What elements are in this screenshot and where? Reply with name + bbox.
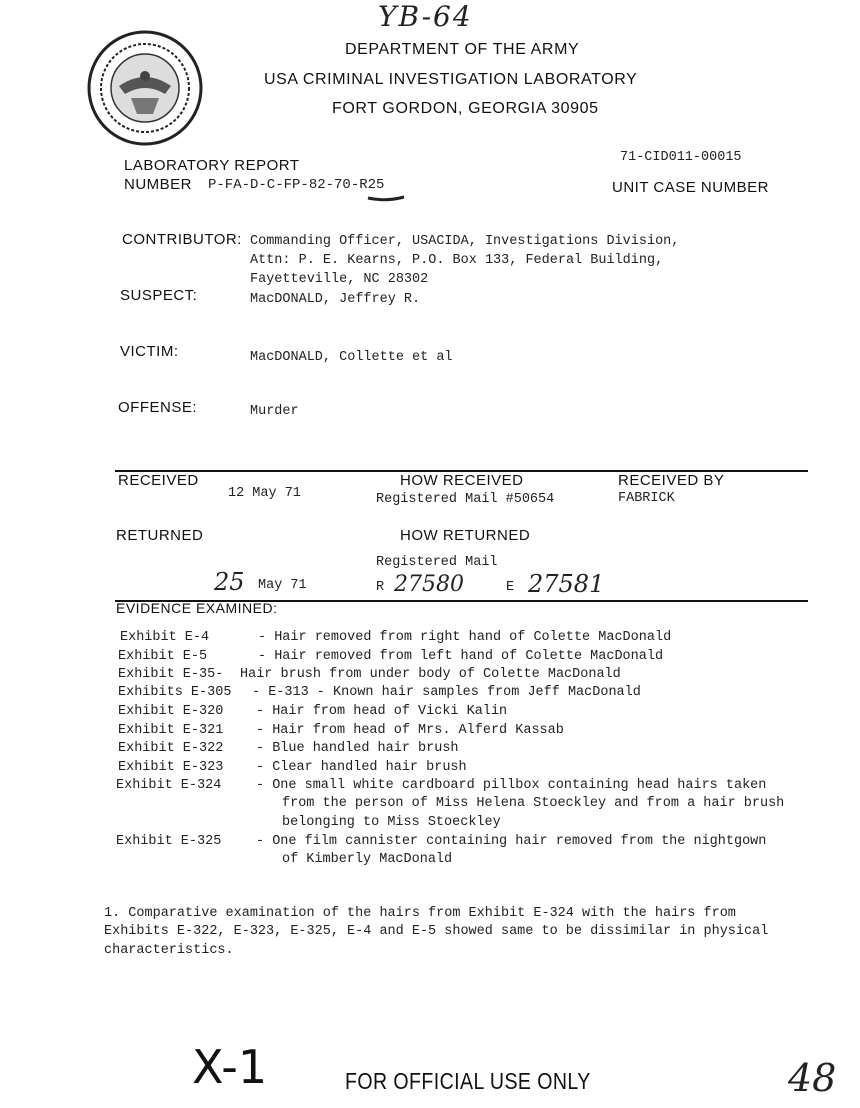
contributor-line-2: Attn: P. E. Kearns, P.O. Box 133, Federal Building, [250, 253, 664, 268]
exhibit-id: Exhibit E-320 [118, 704, 224, 719]
received-by-value: FABRICK [618, 491, 675, 506]
how-returned-label: HOW RETURNED [400, 527, 531, 544]
exhibit-desc: - Hair from head of Vicki Kalin [256, 704, 508, 719]
exhibit-desc-continued: from the person of Miss Helena Stoeckley and from a hair brush [282, 796, 785, 811]
exhibit-desc-continued: of Kimberly MacDonald [282, 852, 453, 867]
exhibit-desc: Hair brush from under body of Colette MacDonald [240, 667, 621, 682]
lab-report-number: P-FA-D-C-FP-82-70-R25 [208, 177, 385, 193]
how-returned-value: Registered Mail [376, 555, 498, 570]
exhibit-desc-continued: belonging to Miss Stoeckley [282, 815, 501, 830]
suspect-label: SUSPECT: [120, 287, 198, 304]
contributor-line-3: Fayetteville, NC 28302 [250, 272, 429, 287]
rr-number-2-handwritten: 27581 [528, 570, 605, 598]
exhibit-desc: - One small white cardboard pillbox containing head hairs taken [256, 778, 767, 793]
exhibit-desc: - Blue handled hair brush [256, 741, 459, 756]
header-location: FORT GORDON, GEORGIA 30905 [332, 100, 599, 117]
exhibit-id: Exhibit E-35- [118, 667, 224, 682]
unit-case-number: 71-CID011-00015 [620, 150, 742, 165]
exhibit-desc: - Hair removed from right hand of Colette MacDonald [258, 630, 672, 645]
unit-case-number-label: UNIT CASE NUMBER [612, 179, 769, 196]
header-laboratory: USA CRIMINAL INVESTIGATION LABORATORY [264, 71, 638, 88]
lab-report-label: LABORATORY REPORT [124, 157, 300, 174]
finding-line-3: characteristics. [104, 943, 234, 958]
exhibit-id: Exhibits E-305 [118, 685, 232, 700]
suspect-value: MacDONALD, Jeffrey R. [250, 292, 421, 307]
returned-day-handwritten: 25 [214, 568, 245, 596]
exhibit-desc: - Hair from head of Mrs. Alferd Kassab [256, 723, 564, 738]
how-received-value: Registered Mail #50654 [376, 492, 555, 507]
victim-value: MacDONALD, Collette et al [250, 350, 453, 365]
received-by-label: RECEIVED BY [618, 472, 725, 489]
page-mark-handwritten: 48 [788, 1056, 837, 1100]
exhibit-id: Exhibit E-321 [118, 723, 224, 738]
contributor-label: CONTRIBUTOR: [122, 231, 242, 248]
exhibit-desc: - Hair removed from left hand of Colette MacDonald [258, 649, 664, 664]
exhibit-id: Exhibit E-324 [116, 778, 222, 793]
exhibit-desc: - E-313 - Known hair samples from Jeff MacDonald [252, 685, 641, 700]
exhibit-desc: - Clear handled hair brush [256, 760, 467, 775]
number-label: NUMBER [124, 176, 193, 193]
received-date: 12 May 71 [228, 486, 301, 501]
underline-mark-icon [366, 194, 406, 202]
exhibit-id: Exhibit E-5 [118, 649, 208, 664]
received-label: RECEIVED [118, 472, 199, 489]
exhibit-id: Exhibit E-323 [118, 760, 224, 775]
rr-number-1-handwritten: 27580 [394, 572, 464, 597]
contributor-line-1: Commanding Officer, USACIDA, Investigations Division, [250, 234, 680, 249]
department-seal-icon [85, 28, 205, 148]
how-received-label: HOW RECEIVED [400, 472, 524, 489]
finding-line-2: Exhibits E-322, E-323, E-325, E-4 and E-5 showed same to be dissimilar in physical [104, 924, 769, 939]
exhibit-desc: - One film cannister containing hair removed from the nightgown [256, 834, 767, 849]
offense-label: OFFENSE: [118, 399, 198, 416]
handwritten-file-mark: YB-64 [378, 0, 473, 33]
returned-month-year: May 71 [258, 578, 307, 593]
victim-label: VICTIM: [120, 343, 179, 360]
exhibit-id: Exhibit E-322 [118, 741, 224, 756]
evidence-title: EVIDENCE EXAMINED: [116, 600, 278, 616]
finding-line-1: 1. Comparative examination of the hairs from Exhibit E-324 with the hairs from [104, 906, 736, 921]
returned-label: RETURNED [116, 527, 204, 544]
exhibit-mark-handwritten: X-1 [192, 1040, 268, 1094]
rr-prefix-1: R [376, 580, 385, 595]
exhibit-id: Exhibit E-325 [116, 834, 222, 849]
header-department: DEPARTMENT OF THE ARMY [345, 41, 580, 58]
rr-prefix-2: E [506, 580, 515, 595]
offense-value: Murder [250, 404, 299, 419]
official-use-stamp: FOR OFFICIAL USE ONLY [345, 1068, 591, 1094]
exhibit-id: Exhibit E-4 [120, 630, 210, 645]
